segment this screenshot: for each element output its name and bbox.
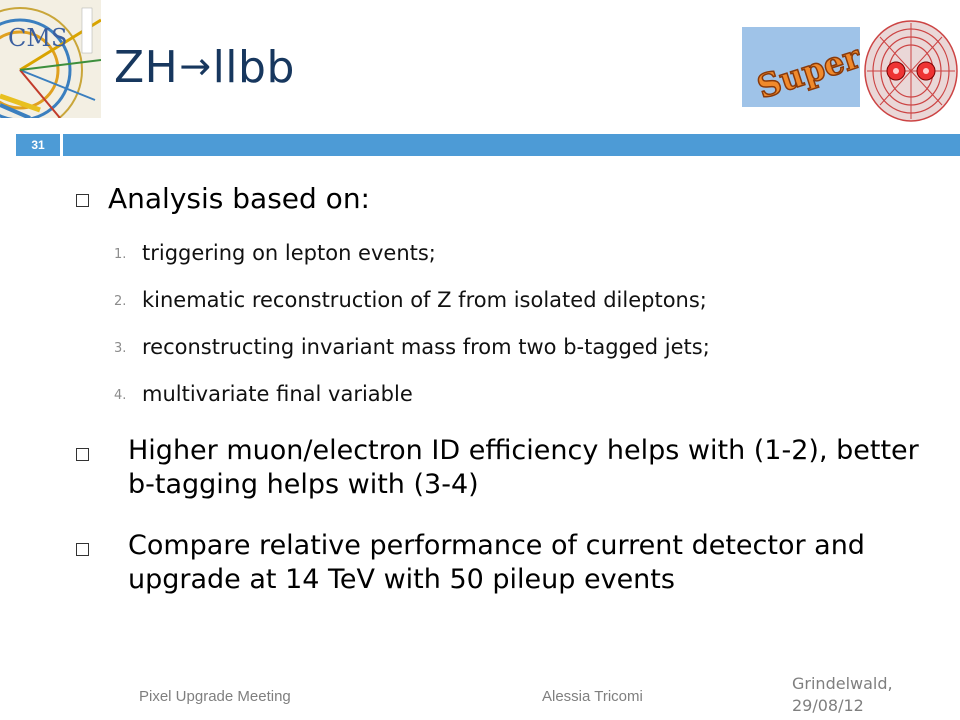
list-item <box>114 335 710 359</box>
list-text: triggering on lepton events; <box>142 241 436 265</box>
bullet-3-text: Compare relative performance of current detector and upgrade at 14 TeV with 50 pileup events <box>128 530 865 595</box>
square-bullet-icon <box>76 194 89 207</box>
list-text: multivariate final variable <box>142 382 413 406</box>
list-item <box>114 382 413 406</box>
super-logo <box>742 27 860 107</box>
list-item <box>114 288 707 312</box>
bullet-2-text: Higher muon/electron ID efficiency helps with (1-2), better b-tagging helps with (3-4) <box>128 435 919 500</box>
super-logo-text: Super <box>752 37 860 107</box>
list-number: 1. <box>114 247 127 262</box>
title-left: ZH <box>114 42 179 93</box>
footer-meeting: Pixel Upgrade Meeting <box>139 688 291 705</box>
list-item <box>114 241 436 265</box>
list-text: kinematic reconstruction of Z from isolated dileptons; <box>142 288 707 312</box>
list-number: 4. <box>114 388 127 403</box>
footer-place: Grindelwald, 29/08/12 <box>792 674 893 715</box>
list-text: reconstructing invariant mass from two b-tagged jets; <box>142 335 710 359</box>
list-number: 3. <box>114 341 127 356</box>
title-right: llbb <box>212 42 295 93</box>
footer-author: Alessia Tricomi <box>542 688 643 705</box>
square-bullet-icon <box>76 448 89 461</box>
slide-title <box>114 42 295 93</box>
cms-logo <box>0 0 101 118</box>
square-bullet-icon <box>76 543 89 556</box>
right-arrow-icon: → <box>179 44 212 88</box>
main-bullet-text: Analysis based on: <box>108 182 370 215</box>
slide-number: 31 <box>16 134 60 156</box>
header-bar <box>63 134 960 156</box>
lhc-logo <box>862 17 960 125</box>
list-number: 2. <box>114 294 127 309</box>
cms-logo-text: CMS <box>8 24 68 52</box>
